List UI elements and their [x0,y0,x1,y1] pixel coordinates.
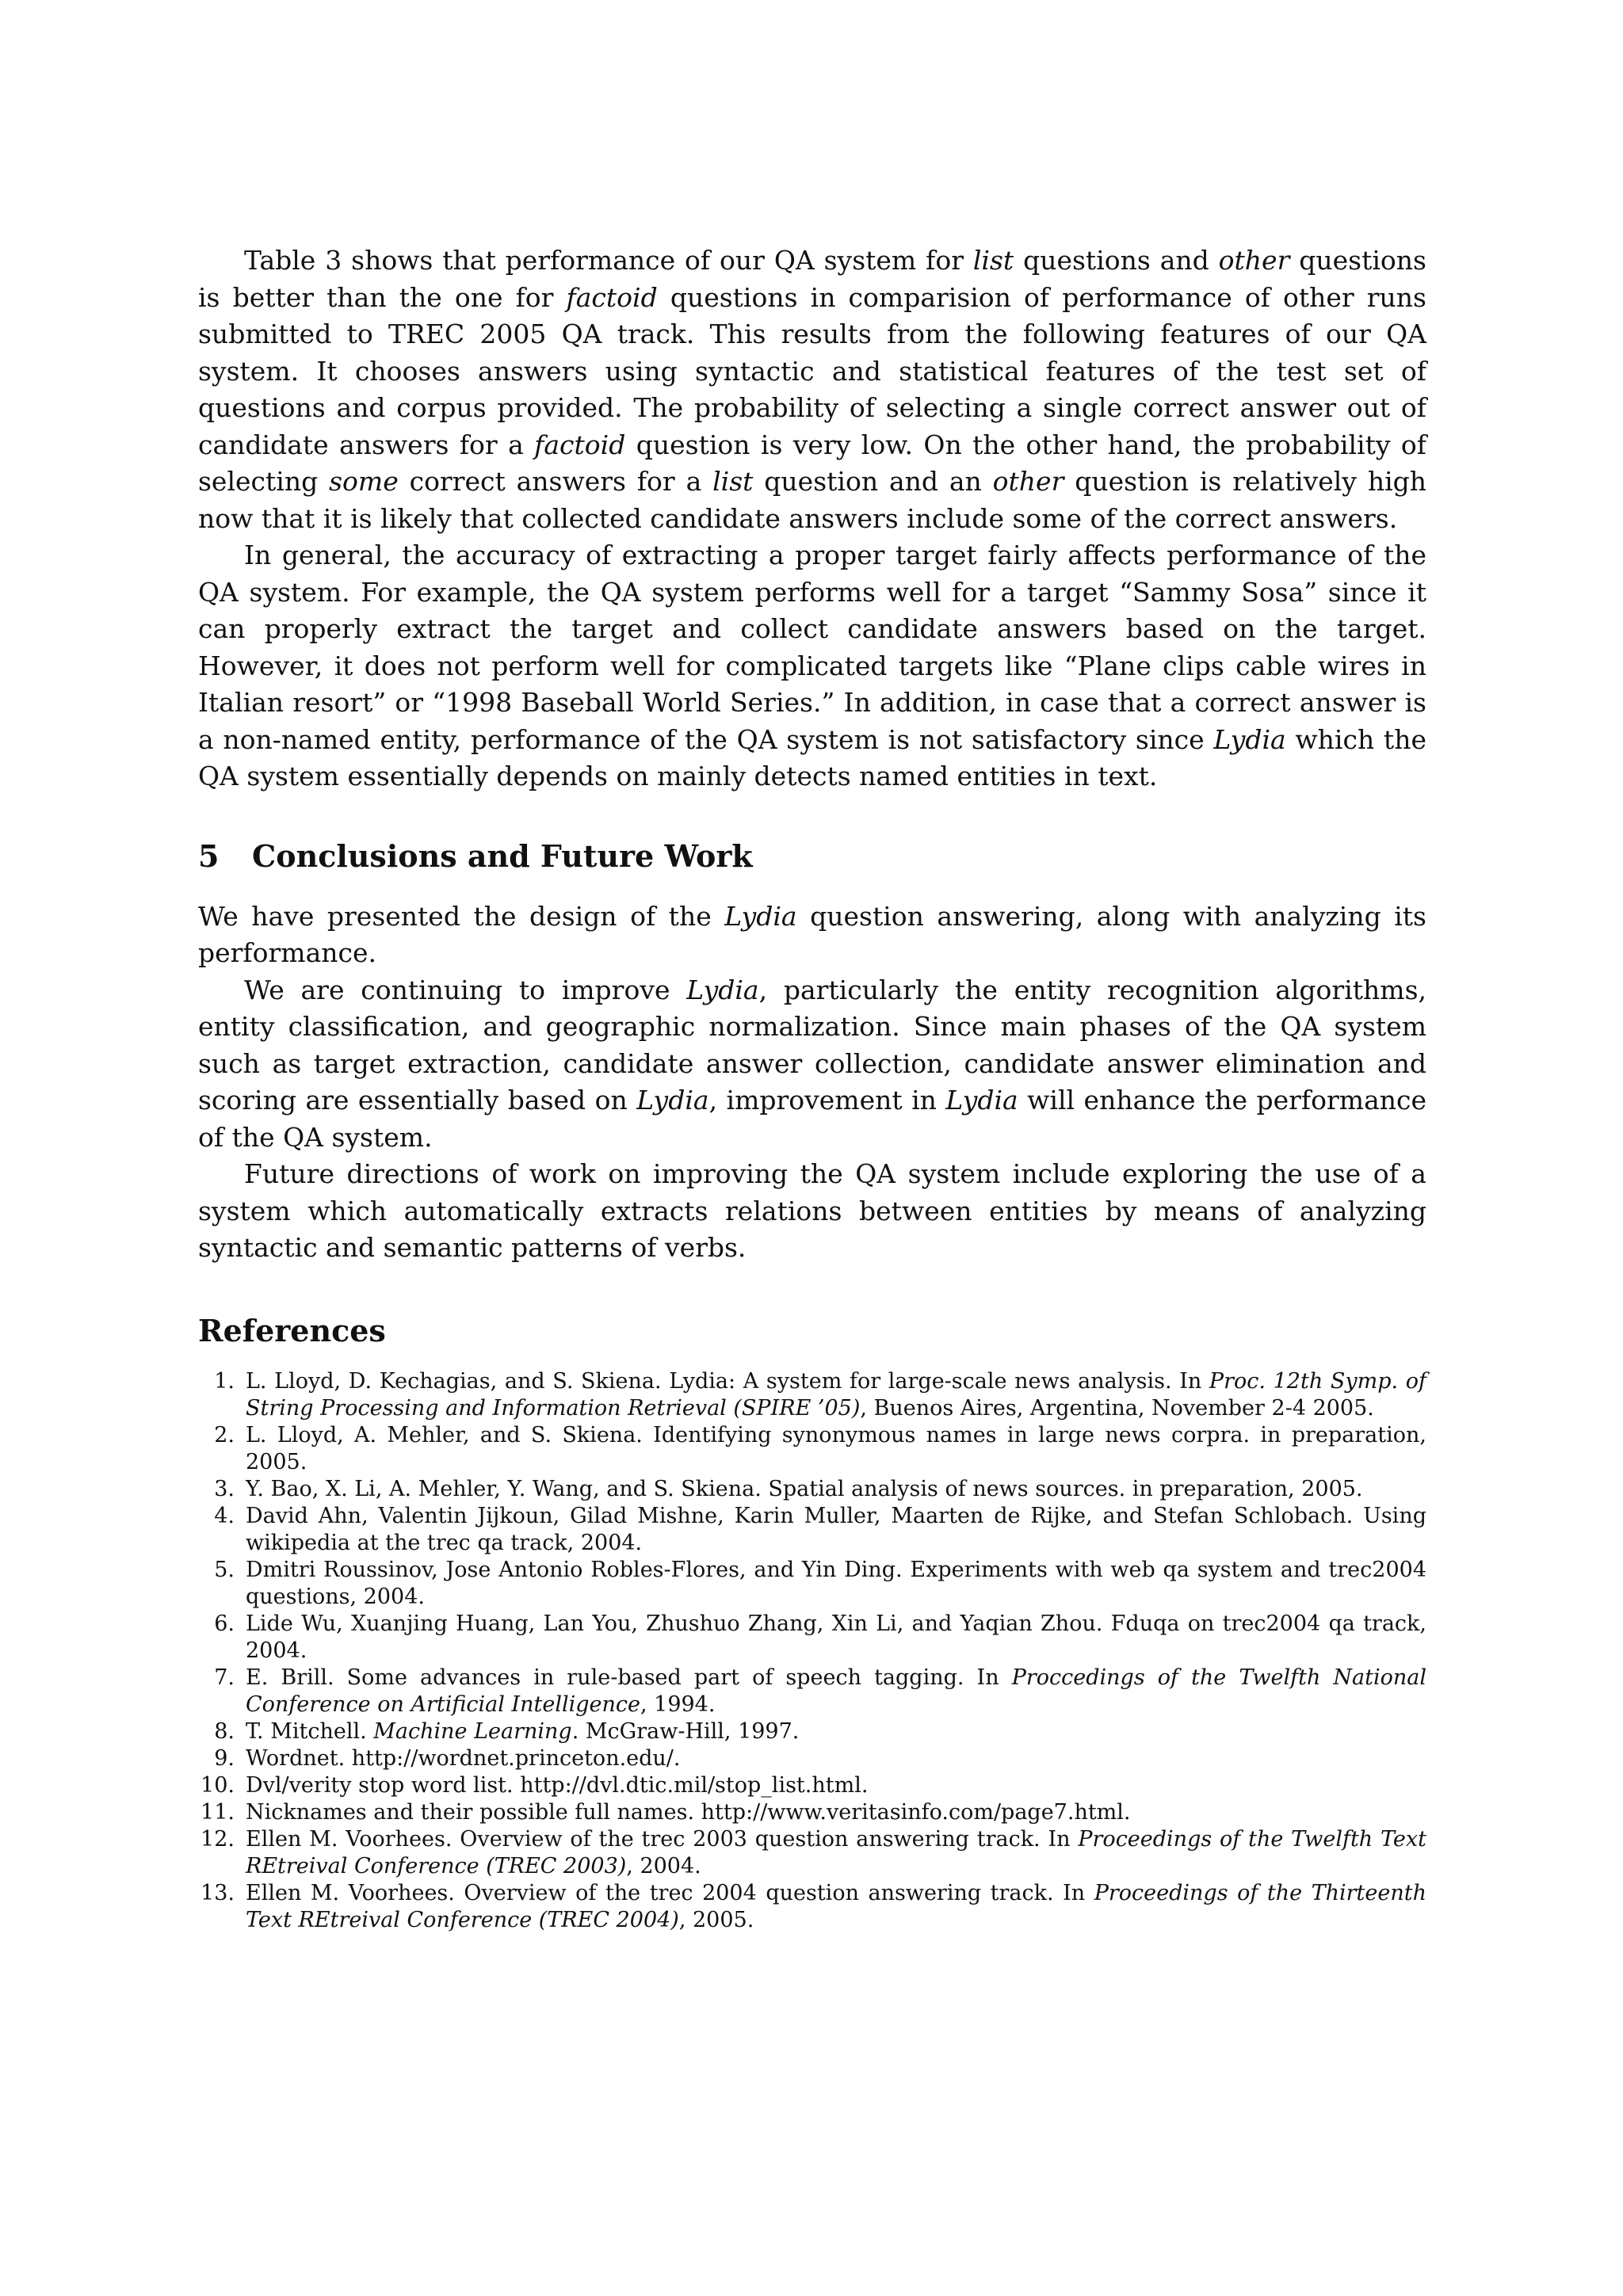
emphasis: Lydia [945,1085,1018,1116]
reference-text: T. Mitchell. Machine Learning. McGraw-Hill, 1997. [246,1718,800,1744]
paragraph: Table 3 shows that performance of our QA system for list questions and other questions is better than the one for factoid questions in comparision of performance of other runs submitted to TREC 2005 QA track. This results from the following features of our QA system. It chooses answers using syntactic and statistical features of the test set of questions and corpus provided. The probability of selecting a single correct answer out of candidate answers for a factoid question is very low. On the other hand, the probability of selecting some correct answers for a list question and an other question is relatively high now that it is likely that collected candidate answers include some of the correct answers. [198,245,1427,534]
emphasis: Lydia [636,1085,709,1116]
reference-item [198,1745,1426,1772]
emphasis: list [712,466,754,497]
paper-page [198,242,1426,1934]
reference-item [198,1772,1426,1799]
reference-number: 8. [214,1718,235,1744]
reference-item [198,1611,1426,1665]
reference-number: 4. [214,1503,235,1528]
reference-text: Ellen M. Voorhees. Overview of the trec 2003 question answering track. In Proceedings of the Twelfth Text REtreival Conference (TREC 2003), 2004. [246,1826,1426,1878]
emphasis: factoid [534,429,626,460]
emphasis: Lydia [686,974,759,1005]
reference-number: 9. [214,1745,235,1771]
section-number: 5 [198,837,220,874]
emphasis: Lydia [1213,723,1286,755]
paragraph: We are continuing to improve Lydia, particularly the entity recognition algorithms, entity classification, and geographic normalization. Since main phases of the QA system such as target extraction, candidate answer collection, candidate answer elimination and scoring are essentially based on Lydia, improvement in Lydia will enhance the performance of the QA system. [198,974,1427,1153]
reference-number: 11. [200,1799,235,1825]
reference-text: Ellen M. Voorhees. Overview of the trec 2004 question answering track. In Proceedings of the Thirteenth Text REtreival Conference (TREC 2004), 2005. [246,1880,1426,1932]
emphasis: Proccedings of the Twelfth National Conference on Artificial Intelligence [246,1665,1427,1717]
emphasis: list [972,245,1014,276]
reference-item [198,1368,1426,1422]
emphasis: Proceedings of the Thirteenth Text REtreival Conference (TREC 2004) [246,1880,1426,1932]
reference-item [198,1799,1426,1826]
reference-item [198,1826,1426,1880]
emphasis: Proc. 12th Symp. of String Processing and Information Retrieval (SPIRE ’05) [246,1368,1426,1421]
emphasis: other [1218,245,1290,276]
reference-number: 10. [200,1772,235,1798]
reference-text: Nicknames and their possible full names. http://www.veritasinfo.com/page7.html. [246,1799,1131,1825]
section-title: Conclusions and Future Work [252,837,753,874]
reference-text: L. Lloyd, D. Kechagias, and S. Skiena. Lydia: A system for large-scale news analysis. In Proc. 12th Symp. of String Processing and Information Retrieval (SPIRE ’05), Buenos Aires, Argentina, November 2-4 2005. [246,1368,1426,1421]
reference-number: 12. [200,1826,235,1852]
section-heading [198,838,1426,875]
reference-number: 13. [200,1880,235,1905]
reference-number: 5. [214,1557,235,1582]
reference-number: 2. [214,1422,235,1447]
emphasis: some [329,466,399,497]
reference-text: Dmitri Roussinov, Jose Antonio Robles-Flores, and Yin Ding. Experiments with web qa system and trec2004 questions, 2004. [246,1557,1426,1609]
results-discussion [198,242,1426,795]
reference-text: Lide Wu, Xuanjing Huang, Lan You, Zhushuo Zhang, Xin Li, and Yaqian Zhou. Fduqa on trec2004 qa track, 2004. [246,1611,1426,1663]
paragraph: Future directions of work on improving the QA system include exploring the use of a system which automatically extracts relations between entities by means of analyzing syntactic and semantic patterns of verbs. [198,1158,1426,1263]
conclusions-body [198,898,1426,1267]
reference-item [198,1422,1426,1476]
references-list [198,1368,1426,1934]
references-heading: References [198,1312,386,1348]
emphasis: Machine Learning [373,1718,572,1744]
reference-item [198,1880,1426,1934]
reference-text: E. Brill. Some advances in rule-based part of speech tagging. In Proccedings of the Twelfth National Conference on Artificial Intelligence, 1994. [246,1665,1427,1717]
reference-number: 1. [214,1368,235,1394]
reference-item [198,1718,1426,1745]
reference-item [198,1665,1426,1718]
reference-number: 3. [214,1476,235,1501]
reference-text: Dvl/verity stop word list. http://dvl.dtic.mil/stop_list.html. [246,1772,869,1798]
reference-text: L. Lloyd, A. Mehler, and S. Skiena. Identifying synonymous names in large news corpra. in preparation, 2005. [246,1422,1426,1474]
emphasis: Lydia [724,900,797,932]
emphasis: Proceedings of the Twelfth Text REtreival Conference (TREC 2003) [246,1826,1426,1878]
reference-text: Wordnet. http://wordnet.princeton.edu/. [246,1745,681,1771]
emphasis: factoid [566,281,658,313]
reference-text: David Ahn, Valentin Jijkoun, Gilad Mishne, Karin Muller, Maarten de Rijke, and Stefan Schlobach. Using wikipedia at the trec qa track, 2004. [246,1503,1426,1555]
paragraph: In general, the accuracy of extracting a proper target fairly affects performance of the QA system. For example, the QA system performs well for a target “Sammy Sosa” since it can properly extract the target and collect candidate answers based on the target. However, it does not perform well for complicated targets like “Plane clips cable wires in Italian resort” or “1998 Baseball World Series.” In addition, in case that a correct answer is a non-named entity, performance of the QA system is not satisfactory since Lydia which the QA system essentially depends on mainly detects named entities in text. [198,540,1426,791]
reference-number: 7. [214,1665,235,1690]
reference-item [198,1476,1426,1503]
emphasis: other [992,466,1064,497]
reference-number: 6. [214,1611,235,1636]
reference-text: Y. Bao, X. Li, A. Mehler, Y. Wang, and S. Skiena. Spatial analysis of news sources. in preparation, 2005. [246,1476,1363,1501]
reference-item [198,1557,1426,1611]
reference-item [198,1503,1426,1557]
paragraph: We have presented the design of the Lydia question answering, along with analyzing its performance. [198,900,1426,968]
